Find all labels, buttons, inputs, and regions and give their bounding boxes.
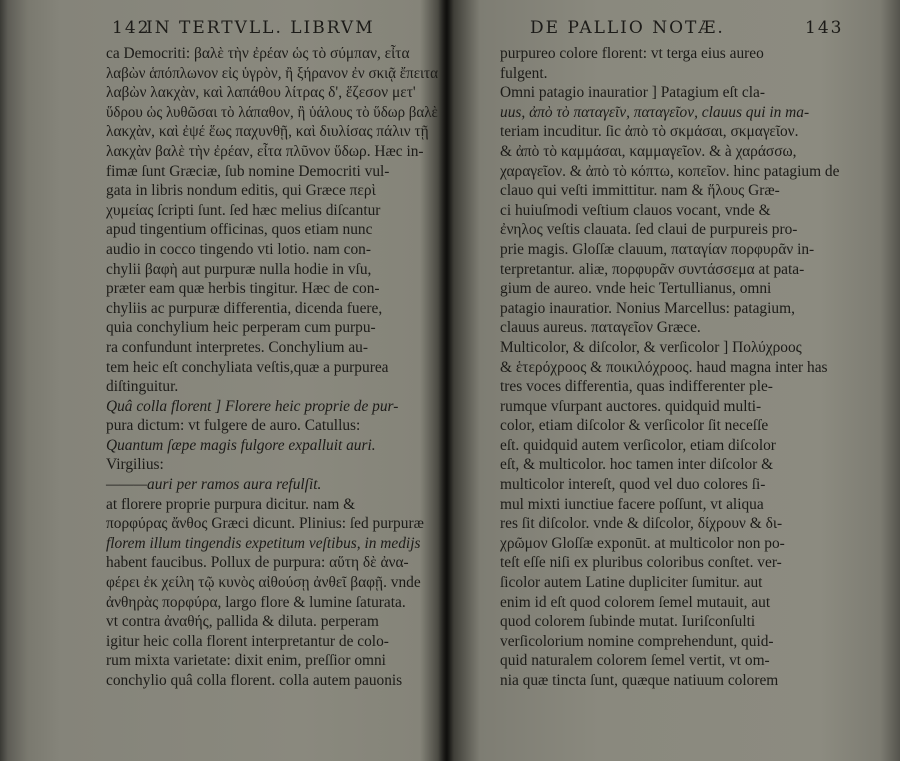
text-line: eſt, & multicolor. hoc tamen inter diſcolor &: [500, 456, 774, 474]
text-line: eſt. quidquid autem verſicolor, etiam diſcolor: [500, 436, 776, 454]
text-line: chylii βαφὴ aut purpuræ nulla hodie in vſu,: [106, 260, 372, 278]
text-line: clauo qui veſti immittitur. nam & ἥλους Græ-: [500, 182, 780, 200]
text-line: χαραγεῖον. & ἀπὸ τὸ κόπτω, κοπεῖον. hinc patagium de: [500, 162, 840, 180]
left-page-number: 142: [112, 18, 151, 38]
text-line: λαβὼν ἁπόπλωνον εἰς ὑγρὸν, ἢ ξήρανον ἐν σκιᾷ ἔπειτα: [106, 64, 438, 82]
text-line: multicolor intereſt, quod vel duo colores ſi-: [500, 476, 766, 494]
text-line: diſtinguitur.: [106, 378, 179, 396]
text-line: uus, ἀπὸ τὸ παταγεῖν, παταγεῖον, clauus qui in ma-: [500, 103, 810, 121]
text-line: χρῶμον Gloſſæ exponūt. at multicolor non po-: [500, 534, 785, 552]
text-line: prie magis. Gloſſæ clauum, παταγίαν πορφυρᾶν in-: [500, 240, 815, 258]
left-running-head: [0, 18, 444, 42]
text-line: ſicolor autem Latine dupliciter ſumitur. aut: [500, 574, 763, 592]
text-line: ὕδρου ὡς λυθῶσαι τὸ λάπαθον, ἢ ὑάλους τὸ ὕδωρ βαλὲ: [106, 103, 438, 121]
left-running-title: IN TERTVLL. LIBRVM: [146, 18, 375, 38]
text-line: λαβὼν λακχὰν, καὶ λαπάθου λίτρας δ', ἕζεσον μετ': [106, 84, 416, 102]
text-line: igitur heic colla florent interpretantur de colo-: [106, 632, 389, 650]
text-line: & ἀπὸ τὸ καμμάσαι, καμμαγεῖον. & à χαράσσω,: [500, 142, 797, 160]
text-line: tem heic eſt conchyliata veſtis,quæ a purpurea: [106, 358, 389, 376]
text-line: πορφύρας ἄνθος Græci dicunt. Plinius: ſed purpuræ: [106, 515, 424, 533]
right-page: [450, 0, 900, 761]
left-page-text: [106, 44, 438, 691]
text-line: præter eam quæ herbis tingitur. Hæc de con-: [106, 280, 380, 298]
text-line: λακχὰν, καὶ ἐψέ ἕως παχυνθῇ, καὶ διυλίσας πάλιν τῇ: [106, 123, 429, 141]
text-line: φέρει ἐκ χείλη τῷ κυνὸς αἰθούσῃ ἀνθεῖ βαφῇ. vnde: [106, 574, 421, 592]
text-line: habent faucibus. Pollux de purpura: αὕτη δὲ ἀνα-: [106, 554, 409, 572]
text-line: teriam incuditur. ſic ἀπὸ τὸ σκμάσαι, σκμαγεῖον.: [500, 123, 799, 141]
text-line: nia quæ tincta ſunt, quæque natiuum colorem: [500, 672, 779, 689]
text-line: Virgilius:: [106, 456, 164, 474]
text-line: gium de aureo. vnde heic Tertullianus, omni: [500, 280, 772, 298]
text-line: rum mixta varietate: dixit enim, preſſior omni: [106, 652, 386, 670]
text-line: ca Democriti: βαλὲ τὴν ἐρέαν ὡς τὸ σύμπαν, εἶτα: [106, 45, 410, 62]
left-page: [0, 0, 444, 761]
text-line: Quâ colla florent ] Florere heic proprie de pur-: [106, 397, 399, 415]
text-line: audio in cocco tingendo vti lotio. nam con-: [106, 240, 371, 258]
text-line: gata in libris nondum editis, qui Græce περὶ: [106, 182, 376, 200]
right-running-title: DE PALLIO NOTÆ.: [530, 18, 725, 38]
text-line: fulgent.: [500, 64, 548, 82]
text-line: res ſit diſcolor. vnde & diſcolor, δίχρουν & δι-: [500, 515, 783, 533]
text-line: florem illum tingendis expetitum veſtibus, in medijs: [106, 534, 421, 552]
text-line: quid naturalem colorem ſemel vertit, vt om-: [500, 652, 770, 670]
text-line: color, etiam diſcolor & verſicolor ſit neceſſe: [500, 417, 769, 435]
text-line: ra confundunt interpretes. Conchylium au-: [106, 338, 368, 356]
text-line: at florere proprie purpura dicitur. nam &: [106, 495, 356, 513]
text-line: verſicolorium nomine comprehendunt, quid-: [500, 632, 774, 650]
text-line: Quantum ſæpe magis fulgore expalluit auri.: [106, 436, 376, 454]
text-line: χυμείας ſcripti ſunt. ſed hæc melius diſcantur: [106, 201, 381, 219]
text-line: apud tingentium officinas, quos etiam nunc: [106, 221, 373, 239]
text-line: quod colorem ſubinde mutat. Iuriſconſulti: [500, 613, 756, 631]
right-page-text: [500, 44, 840, 691]
text-line: fimæ ſunt Græciæ, ſub nomine Democriti vul-: [106, 162, 390, 180]
text-line: pura dictum: vt fulgere de auro. Catullus:: [106, 417, 361, 435]
text-line: & ἑτερόχροος & ποικιλόχροος. haud magna inter has: [500, 358, 828, 376]
text-line: mul mixti iunctiue facere poſſunt, vt aliqua: [500, 495, 764, 513]
text-line: teſt eſſe niſi ex pluribus coloribus conſtet. ver-: [500, 554, 782, 572]
text-line: λακχὰν βαλὲ τὴν ἐρέαν, εἶτα πλῦνον ὕδωρ. Hæc in-: [106, 142, 424, 160]
text-line: tres voces differentia, quas indifferenter ple-: [500, 378, 773, 396]
text-line: terpretantur. aliæ, πορφυρᾶν συντάσσεμα at pata-: [500, 260, 805, 278]
text-line: vt contra ἀναθής, pallida & diluta. perperam: [106, 613, 379, 631]
text-line: enim id eſt quod colorem ſemel mutauit, aut: [500, 593, 771, 611]
text-line: Omni patagio inauratior ] Patagium eſt cla-: [500, 84, 765, 102]
text-line: conchylio quâ colla florent. colla autem pauonis: [106, 672, 403, 689]
text-line: patagio inauratior. Nonius Marcellus: patagium,: [500, 299, 795, 317]
text-line: Multicolor, & diſcolor, & verſicolor ] Πολύχροος: [500, 338, 802, 356]
text-line: clauus aureus. παταγεῖον Græce.: [500, 319, 701, 337]
text-line: chyliis ac purpuræ differentia, dicenda fuere,: [106, 299, 383, 317]
right-running-head: [450, 18, 900, 42]
text-line: purpureo colore florent: vt terga eius aureo: [500, 45, 764, 62]
text-line: ———auri per ramos aura refulſit.: [106, 476, 322, 494]
text-line: ci huiuſmodi veſtium clauos vocant, vnde &: [500, 201, 771, 219]
text-line: quia conchylium heic perperam cum purpu-: [106, 319, 376, 337]
text-line: ἀνθηρὰς πορφύρα, largo flore & lumine ſaturata.: [106, 593, 406, 611]
text-line: rumque vſurpant auctores. quidquid multi-: [500, 397, 762, 415]
text-line: ἐνηλος veſtis clauata. ſed claui de purpureis pro-: [500, 221, 798, 239]
right-page-number: 143: [805, 18, 844, 38]
